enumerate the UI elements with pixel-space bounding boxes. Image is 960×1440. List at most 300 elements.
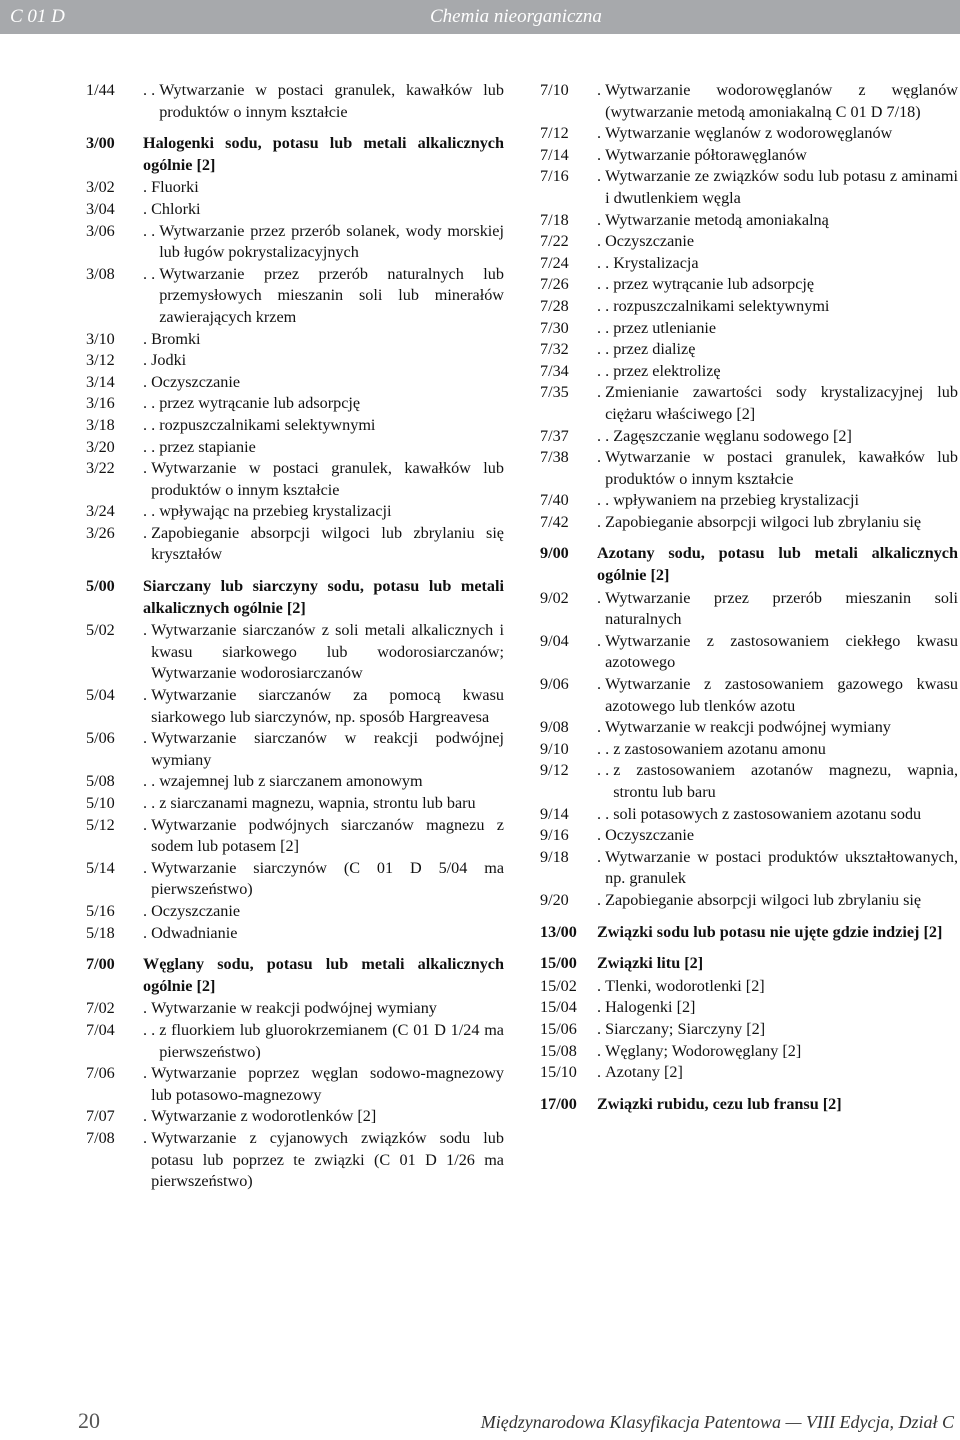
subgroup-entry xyxy=(86,501,504,523)
indent-dots: . xyxy=(597,890,606,909)
indent-dots: . . xyxy=(143,772,160,791)
classification-code: 9/12 xyxy=(540,761,569,780)
classification-code: 13/00 xyxy=(540,922,577,941)
classification-code: 5/10 xyxy=(86,794,115,812)
entry-body xyxy=(143,264,504,329)
group-heading xyxy=(86,954,504,997)
classification-code: 15/08 xyxy=(540,1041,577,1060)
entry-body xyxy=(597,997,958,1019)
indent-dots: . xyxy=(597,976,606,995)
indent-dots: . . xyxy=(597,318,614,337)
classification-code: 15/10 xyxy=(540,1063,577,1082)
indent-dots: . xyxy=(143,1064,152,1083)
entry-text: soli potasowych z zastosowaniem azotanu sodu xyxy=(613,804,922,823)
entry-text: Wytwarzanie w reakcji podwójnej wymiany xyxy=(605,718,891,737)
entry-text: Halogenki [2] xyxy=(605,998,696,1017)
entry-body xyxy=(143,954,504,997)
subgroup-entry xyxy=(86,80,504,123)
entry-text: Wytwarzanie wodorowęglanów z węglanów (wytwarzanie metodą amoniakalną C 01 D 7/18) xyxy=(605,81,958,121)
classification-code: 9/06 xyxy=(540,675,569,694)
indent-dots: . xyxy=(143,621,152,640)
subgroup-entry xyxy=(86,1128,504,1193)
subgroup-entry xyxy=(86,372,504,394)
entry-body xyxy=(143,437,504,459)
entry-body xyxy=(597,922,958,944)
indent-dots: . xyxy=(597,512,606,531)
entry-text: Wytwarzanie węglanów z wodorowęglanów xyxy=(605,124,893,143)
subgroup-entry xyxy=(540,997,958,1019)
indent-dots: . xyxy=(597,167,606,186)
classification-code: 5/04 xyxy=(86,686,115,705)
subgroup-entry xyxy=(540,490,958,512)
indent-dots: . . xyxy=(597,426,614,445)
subgroup-entry xyxy=(540,1041,958,1063)
classification-code: 7/34 xyxy=(540,361,569,380)
entry-text: Wytwarzanie półtorawęglanów xyxy=(605,145,807,164)
subgroup-entry xyxy=(540,426,958,448)
entry-text: Wytwarzanie w postaci granulek, kawałków lub produktów o innym kształcie xyxy=(159,81,504,121)
entry-body xyxy=(143,1063,504,1106)
entry-body xyxy=(597,717,958,739)
subgroup-entry xyxy=(540,339,958,361)
subgroup-entry xyxy=(540,80,958,123)
entry-text: wpływaniem na przebieg krystalizacji xyxy=(613,491,860,510)
indent-dots: . xyxy=(143,1107,152,1126)
classification-code: 7/32 xyxy=(540,340,569,359)
indent-dots: . xyxy=(597,1041,606,1060)
entry-text: Oczyszczanie xyxy=(151,901,241,920)
entry-text: Zapobieganie absorpcji wilgoci lub zbrylaniu się xyxy=(605,512,922,531)
classification-code: 9/04 xyxy=(540,631,569,650)
classification-code: 9/14 xyxy=(540,804,569,823)
entry-body xyxy=(597,890,958,912)
entry-body xyxy=(143,858,504,901)
classification-code: 9/10 xyxy=(540,739,569,758)
entry-text: Wytwarzanie przez przerób naturalnych lub przemysłowych mieszanin soli lub minerałów zawierających krzem xyxy=(159,264,504,326)
entry-body xyxy=(143,221,504,264)
indent-dots: . . xyxy=(143,415,160,434)
subgroup-entry xyxy=(540,804,958,826)
classification-code: 5/14 xyxy=(86,858,115,877)
entry-body xyxy=(143,350,504,372)
indent-dots: . . xyxy=(597,296,614,315)
subgroup-entry xyxy=(86,998,504,1020)
classification-code: 9/08 xyxy=(540,718,569,737)
indent-dots: . xyxy=(597,448,606,467)
entry-text: z fluorkiem lub gluorokrzemianem (C 01 D 1/24 ma pierwszeństwo) xyxy=(159,1020,504,1061)
entry-body xyxy=(597,847,958,890)
entry-body xyxy=(597,739,958,761)
classification-code: 3/14 xyxy=(86,372,115,391)
entry-body xyxy=(597,760,958,803)
group-heading xyxy=(540,953,958,975)
subgroup-entry xyxy=(540,274,958,296)
entry-text: z zastosowaniem azotanów magnezu, wapnia, strontu lub baru xyxy=(613,761,958,801)
indent-dots: . . xyxy=(143,437,160,456)
entry-body xyxy=(143,728,504,771)
entry-body xyxy=(597,804,958,826)
classification-code: 3/20 xyxy=(86,437,115,456)
entry-text: Azotany [2] xyxy=(605,1063,683,1082)
subgroup-entry xyxy=(540,512,958,534)
subgroup-entry xyxy=(540,631,958,674)
entry-text: Wytwarzanie siarczanów za pomocą kwasu siarkowego lub siarczynów, np. sposób Hargreavesa xyxy=(151,686,504,726)
entry-text: Wytwarzanie z zastosowaniem gazowego kwasu azotowego lub tlenków azotu xyxy=(605,675,958,715)
page-header xyxy=(0,0,960,34)
entry-body xyxy=(143,372,504,394)
page-footer xyxy=(0,1408,960,1438)
classification-code: 7/04 xyxy=(86,1020,115,1039)
classification-code: 7/22 xyxy=(540,232,569,251)
entry-text: Związki litu [2] xyxy=(597,954,704,973)
subgroup-entry xyxy=(540,825,958,847)
indent-dots: . xyxy=(143,999,152,1018)
indent-dots: . xyxy=(597,210,606,229)
entry-text: Azotany sodu, potasu lub metali alkalicznych ogólnie [2] xyxy=(597,544,958,585)
subgroup-entry xyxy=(540,588,958,631)
classification-code: 17/00 xyxy=(540,1094,577,1113)
entry-text: przez utlenianie xyxy=(613,318,717,337)
subgroup-entry xyxy=(86,199,504,221)
classification-code: 9/02 xyxy=(540,588,569,607)
subgroup-entry xyxy=(86,523,504,566)
subgroup-entry xyxy=(86,329,504,351)
classification-code: 7/37 xyxy=(540,426,569,445)
subgroup-entry xyxy=(86,1106,504,1128)
classification-code: 3/04 xyxy=(86,199,115,218)
subgroup-entry xyxy=(540,890,958,912)
classification-code: 3/18 xyxy=(86,415,115,434)
footer-title: Międzynarodowa Klasyfikacja Patentowa — VIII Edycja, Dział C xyxy=(480,1412,954,1432)
subgroup-entry xyxy=(540,166,958,209)
subgroup-entry xyxy=(540,717,958,739)
subgroup-entry xyxy=(540,318,958,340)
subgroup-entry xyxy=(540,253,958,275)
classification-code: 15/02 xyxy=(540,976,577,995)
entry-body xyxy=(597,976,958,998)
indent-dots: . xyxy=(143,729,152,748)
indent-dots: . . xyxy=(597,739,614,758)
entry-body xyxy=(143,771,504,793)
entry-text: Zmienianie zawartości sody krystalizacyjnej lub ciężaru właściwego [2] xyxy=(605,383,958,423)
indent-dots: . xyxy=(597,998,606,1017)
entry-text: Siarczany; Siarczyny [2] xyxy=(605,1019,766,1038)
indent-dots: . . xyxy=(597,253,614,272)
entry-text: z siarczanami magnezu, wapnia, strontu lub baru xyxy=(159,794,476,812)
indent-dots: . xyxy=(597,631,606,650)
entry-text: Fluorki xyxy=(151,178,199,197)
entry-body xyxy=(597,588,958,631)
classification-code: 3/08 xyxy=(86,264,115,283)
classification-code: 7/14 xyxy=(540,145,569,164)
header-class-code: C 01 D xyxy=(10,6,65,27)
subgroup-entry xyxy=(86,437,504,459)
classification-code: 7/06 xyxy=(86,1064,115,1083)
header-subject: Chemia nieorganiczna xyxy=(430,6,602,27)
entry-body xyxy=(597,339,958,361)
indent-dots: . xyxy=(597,1019,606,1038)
entry-body xyxy=(143,415,504,437)
entry-text: Krystalizacja xyxy=(613,253,699,272)
entry-body xyxy=(597,490,958,512)
classification-code: 3/06 xyxy=(86,221,115,240)
subgroup-entry xyxy=(540,361,958,383)
classification-code: 15/06 xyxy=(540,1019,577,1038)
classification-code: 9/16 xyxy=(540,826,569,845)
indent-dots: . xyxy=(597,588,606,607)
entry-text: Zapobieganie absorpcji wilgoci lub zbrylaniu się kryształów xyxy=(151,523,504,564)
entry-body xyxy=(597,825,958,847)
indent-dots: . . xyxy=(143,794,160,812)
entry-body xyxy=(143,523,504,566)
group-heading xyxy=(86,576,504,619)
subgroup-entry xyxy=(86,350,504,372)
indent-dots: . xyxy=(597,1063,606,1082)
entry-body xyxy=(143,1128,504,1193)
entry-body xyxy=(143,329,504,351)
entry-text: Wytwarzanie w reakcji podwójnej wymiany xyxy=(151,999,437,1018)
entry-text: Wytwarzanie przez przerób mieszanin soli naturalnych xyxy=(605,588,958,629)
subgroup-entry xyxy=(86,728,504,771)
subgroup-entry xyxy=(86,1063,504,1106)
indent-dots: . xyxy=(597,675,606,694)
entry-body xyxy=(143,1106,504,1128)
subgroup-entry xyxy=(86,620,504,685)
indent-dots: . xyxy=(143,858,152,877)
entry-body xyxy=(597,447,958,490)
entry-text: Wytwarzanie z wodorotlenków [2] xyxy=(151,1107,377,1126)
entry-text: Jodki xyxy=(151,351,187,370)
classification-code: 3/02 xyxy=(86,178,115,197)
entry-text: rozpuszczalnikami selektywnymi xyxy=(159,415,376,434)
classification-code: 3/12 xyxy=(86,351,115,370)
entry-body xyxy=(597,318,958,340)
indent-dots: . . xyxy=(597,804,614,823)
entry-body xyxy=(143,793,504,815)
indent-dots: . . xyxy=(143,502,160,521)
indent-dots: . xyxy=(143,329,152,348)
classification-code: 7/08 xyxy=(86,1128,115,1147)
classification-code: 5/00 xyxy=(86,577,115,596)
group-heading xyxy=(540,922,958,944)
classification-code: 5/18 xyxy=(86,923,115,942)
entry-body xyxy=(597,296,958,318)
entry-text: Wytwarzanie ze związków sodu lub potasu z aminami i dwutlenkiem węgla xyxy=(605,167,958,207)
entry-text: Siarczany lub siarczyny sodu, potasu lub metali alkalicznych ogólnie [2] xyxy=(143,577,504,617)
classification-code: 3/00 xyxy=(86,134,115,153)
entry-body xyxy=(143,199,504,221)
indent-dots: . xyxy=(143,372,152,391)
indent-dots: . xyxy=(143,815,152,834)
subgroup-entry xyxy=(86,815,504,858)
subgroup-entry xyxy=(540,123,958,145)
indent-dots: . . xyxy=(143,221,160,240)
indent-dots: . xyxy=(143,686,152,705)
entry-text: Wytwarzanie siarczanów z soli metali alkalicznych i kwasu siarkowego lub wodorosiarczanów; Wytwarzanie wodorosiarczanów xyxy=(151,621,504,683)
entry-text: Wytwarzanie siarczanów w reakcji podwójnej wymiany xyxy=(151,729,504,769)
entry-text: Wytwarzanie z cyjanowych związków sodu lub potasu lub poprzez te związki (C 01 D 1/26 ma pierwszeństwo) xyxy=(151,1128,504,1191)
entry-body xyxy=(143,501,504,523)
classification-code: 7/02 xyxy=(86,999,115,1018)
classification-code: 3/22 xyxy=(86,459,115,478)
indent-dots: . xyxy=(143,901,152,920)
subgroup-entry xyxy=(86,1020,504,1063)
classification-code: 5/12 xyxy=(86,815,115,834)
classification-code: 7/07 xyxy=(86,1107,115,1126)
entry-body xyxy=(143,133,504,176)
entry-text: Bromki xyxy=(151,329,201,348)
indent-dots: . xyxy=(597,847,606,866)
classification-code: 9/20 xyxy=(540,890,569,909)
entry-text: przez elektrolizę xyxy=(613,361,721,380)
indent-dots: . xyxy=(143,459,152,478)
entry-text: przez dializę xyxy=(613,340,696,359)
indent-dots: . xyxy=(597,81,606,99)
indent-dots: . xyxy=(143,178,152,197)
classification-code: 3/16 xyxy=(86,394,115,413)
entry-body xyxy=(597,166,958,209)
entry-text: z zastosowaniem azotanu amonu xyxy=(613,739,826,758)
classification-code: 3/10 xyxy=(86,329,115,348)
classification-code: 5/08 xyxy=(86,772,115,791)
subgroup-entry xyxy=(540,210,958,232)
indent-dots: . . xyxy=(597,761,614,780)
classification-code: 7/12 xyxy=(540,124,569,143)
indent-dots: . xyxy=(597,232,606,251)
subgroup-entry xyxy=(540,382,958,425)
entry-text: Oczyszczanie xyxy=(605,826,695,845)
entry-body xyxy=(597,953,958,975)
entry-body xyxy=(597,210,958,232)
classification-code: 5/06 xyxy=(86,729,115,748)
entry-text: Tlenki, wodorotlenki [2] xyxy=(605,976,765,995)
indent-dots: . xyxy=(597,826,606,845)
left-column xyxy=(86,80,504,1193)
entry-text: Zagęszczanie węglanu sodowego [2] xyxy=(613,426,852,445)
indent-dots: . xyxy=(143,199,152,218)
entry-body xyxy=(597,543,958,586)
subgroup-entry xyxy=(540,1062,958,1084)
entry-body xyxy=(597,631,958,674)
classification-code: 7/35 xyxy=(540,383,569,402)
entry-text: wpływając na przebieg krystalizacji xyxy=(159,502,392,521)
indent-dots: . xyxy=(597,718,606,737)
classification-code: 7/26 xyxy=(540,275,569,294)
indent-dots: . xyxy=(143,351,152,370)
subgroup-entry xyxy=(86,221,504,264)
indent-dots: . . xyxy=(143,81,160,99)
entry-text: Wytwarzanie siarczynów (C 01 D 5/04 ma pierwszeństwo) xyxy=(151,858,504,899)
entry-body xyxy=(597,274,958,296)
classification-code: 3/24 xyxy=(86,502,115,521)
entry-text: Wytwarzanie w postaci produktów ukształtowanych, np. granulek xyxy=(605,847,958,888)
entry-body xyxy=(143,177,504,199)
entry-text: Wytwarzanie w postaci granulek, kawałków lub produktów o innym kształcie xyxy=(151,459,504,499)
entry-text: Zapobieganie absorpcji wilgoci lub zbrylaniu się xyxy=(605,890,922,909)
classification-code: 7/00 xyxy=(86,955,115,974)
indent-dots: . . xyxy=(597,361,614,380)
entry-text: przez wytrącanie lub adsorpcję xyxy=(613,275,815,294)
group-heading xyxy=(540,543,958,586)
entry-text: Wytwarzanie poprzez węglan sodowo-magnezowy lub potasowo-magnezowy xyxy=(151,1064,504,1104)
subgroup-entry xyxy=(86,858,504,901)
subgroup-entry xyxy=(86,393,504,415)
entry-body xyxy=(143,685,504,728)
subgroup-entry xyxy=(540,847,958,890)
entry-body xyxy=(597,1062,958,1084)
subgroup-entry xyxy=(86,177,504,199)
entry-text: Węglany; Wodorowęglany [2] xyxy=(605,1041,802,1060)
entry-text: przez wytrącanie lub adsorpcję xyxy=(159,394,361,413)
subgroup-entry xyxy=(540,674,958,717)
subgroup-entry xyxy=(540,296,958,318)
classification-code: 1/44 xyxy=(86,81,115,99)
indent-dots: . . xyxy=(597,340,614,359)
entry-text: Odwadnianie xyxy=(151,923,238,942)
entry-text: rozpuszczalnikami selektywnymi xyxy=(613,296,830,315)
subgroup-entry xyxy=(86,264,504,329)
subgroup-entry xyxy=(540,231,958,253)
entry-body xyxy=(143,998,504,1020)
page-number: 20 xyxy=(78,1408,100,1433)
indent-dots: . xyxy=(143,523,152,542)
entry-text: Związki sodu lub potasu nie ujęte gdzie indziej [2] xyxy=(597,922,943,941)
subgroup-entry xyxy=(86,458,504,501)
entry-body xyxy=(597,426,958,448)
entry-body xyxy=(143,923,504,945)
classification-code: 5/16 xyxy=(86,901,115,920)
entry-text: przez stapianie xyxy=(159,437,256,456)
indent-dots: . . xyxy=(143,1020,160,1039)
subgroup-entry xyxy=(86,793,504,815)
entry-text: wzajemnej lub z siarczanem amonowym xyxy=(159,772,423,791)
entry-body xyxy=(143,1020,504,1063)
entry-text: Halogenki sodu, potasu lub metali alkalicznych ogólnie [2] xyxy=(143,134,504,174)
entry-body xyxy=(143,815,504,858)
entry-text: Wytwarzanie w postaci granulek, kawałków lub produktów o innym kształcie xyxy=(605,448,958,488)
classification-code: 7/10 xyxy=(540,81,569,99)
indent-dots: . xyxy=(143,923,152,942)
entry-text: Wytwarzanie metodą amoniakalną xyxy=(605,210,829,229)
subgroup-entry xyxy=(86,923,504,945)
subgroup-entry xyxy=(540,145,958,167)
entry-text: Wytwarzanie przez przerób solanek, wody morskiej lub ługów pokrystalizacyjnych xyxy=(159,221,504,262)
classification-code: 9/18 xyxy=(540,847,569,866)
entry-body xyxy=(597,123,958,145)
subgroup-entry xyxy=(540,447,958,490)
indent-dots: . . xyxy=(597,491,614,510)
subgroup-entry xyxy=(540,976,958,998)
entry-body xyxy=(597,253,958,275)
indent-dots: . . xyxy=(143,264,160,283)
indent-dots: . xyxy=(597,383,606,402)
classification-code: 7/24 xyxy=(540,253,569,272)
group-heading xyxy=(86,133,504,176)
subgroup-entry xyxy=(86,901,504,923)
indent-dots: . . xyxy=(597,275,614,294)
entry-body xyxy=(143,901,504,923)
subgroup-entry xyxy=(86,685,504,728)
entry-text: Węglany sodu, potasu lub metali alkalicznych ogólnie [2] xyxy=(143,955,504,995)
entry-text: Wytwarzanie z zastosowaniem ciekłego kwasu azotowego xyxy=(605,631,958,672)
entry-body xyxy=(597,1019,958,1041)
classification-code: 7/38 xyxy=(540,448,569,467)
classification-code: 15/00 xyxy=(540,954,577,973)
entry-body xyxy=(597,361,958,383)
entry-text: Związki rubidu, cezu lub fransu [2] xyxy=(597,1094,842,1113)
entry-body xyxy=(597,1041,958,1063)
entry-body xyxy=(597,145,958,167)
